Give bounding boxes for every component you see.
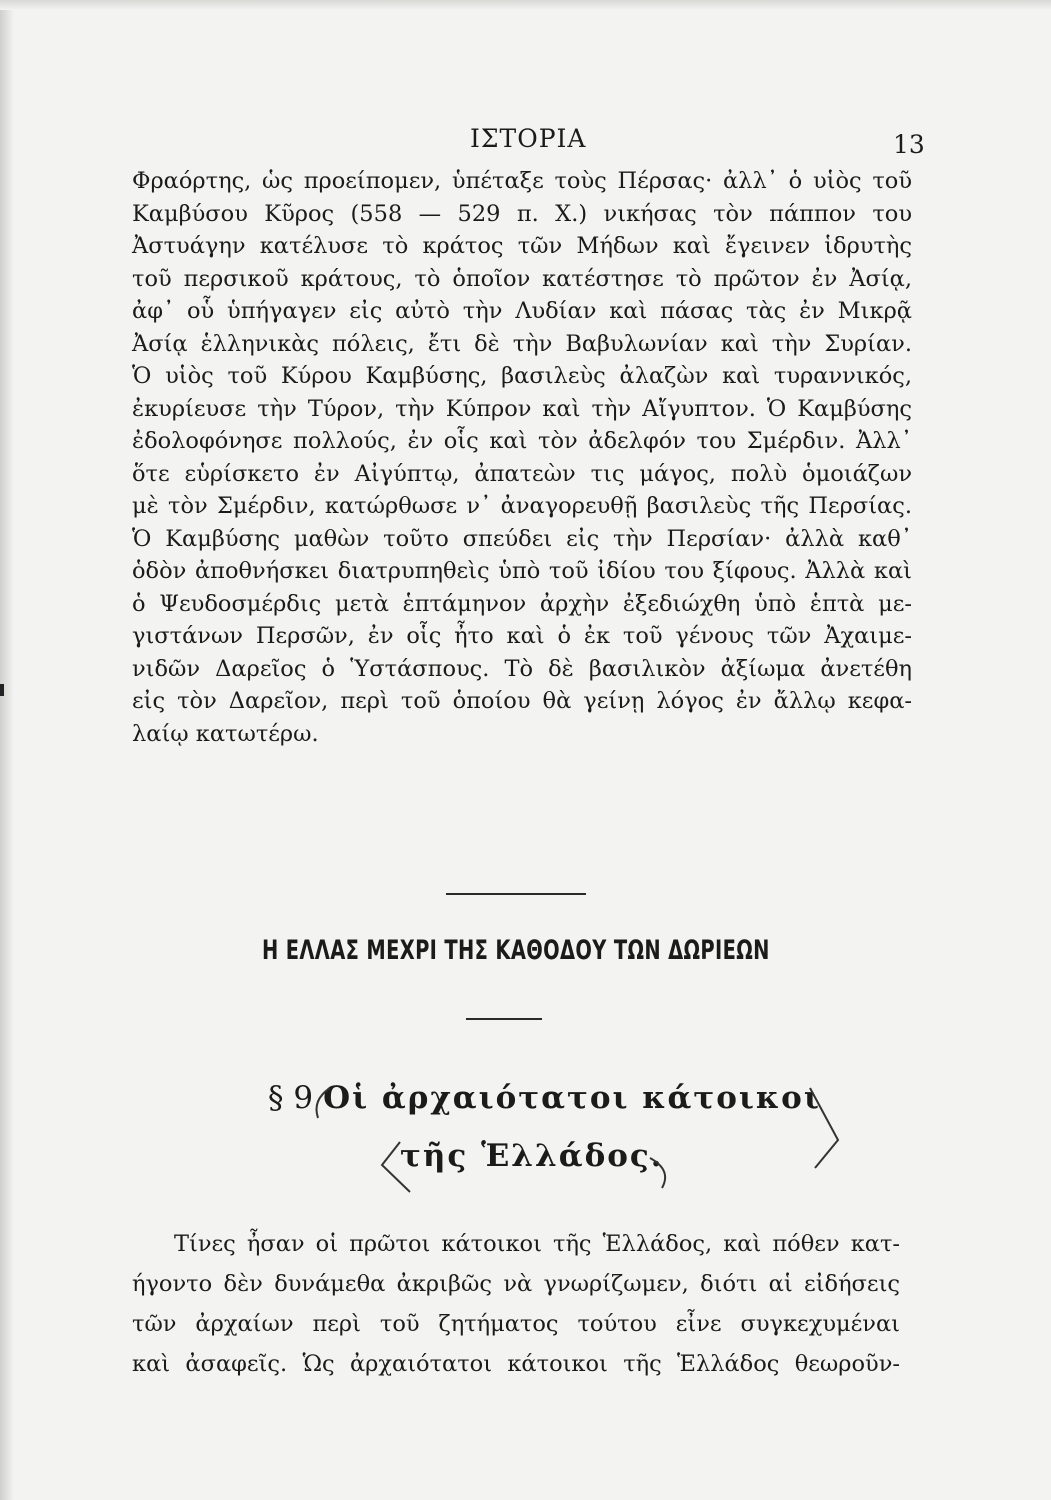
text-line: Ἀστυάγην κατέλυσε τὸ κράτος τῶν Μήδων καὶ ἔγεινεν ἱδρυτὴς (132, 233, 912, 259)
text-line: ἐδολοφόνησε πολλούς, ἐν οἷς καὶ τὸν ἀδελφόν του Σμέρδιν. Ἀλλ᾿ (132, 428, 912, 454)
text-line: καὶ ἀσαφεῖς. Ὡς ἀρχαιότατοι κάτοικοι τῆς Ἑλλάδος θεωροῦν- (132, 1351, 900, 1377)
margin-mark (0, 684, 4, 696)
section-heading: Η ΕΛΛΑΣ ΜΕΧΡΙ ΤΗΣ ΚΑΘΟΔΟΥ ΤΩΝ ΔΩΡΙΕΩΝ (262, 935, 770, 966)
text-line: ὁ Ψευδοσμέρδις μετὰ ἑπτάμηνον ἀρχὴν ἐξεδιώχθη ὑπὸ ἑπτὰ με- (132, 590, 912, 617)
subsection-title: Οἱ ἀρχαιότατοι κάτοικοι (323, 1080, 821, 1116)
text-line: τῶν ἀρχαίων περὶ τοῦ ζητήματος τούτου εἶνε συγκεχυμέναι (132, 1311, 900, 1337)
divider-rule (446, 893, 586, 895)
text-line: λαίῳ κατωτέρω. (132, 720, 319, 747)
text-line: Ὁ υἱὸς τοῦ Κύρου Καμβύσης, βασιλεὺς ἀλαζὼν καὶ τυραννικός, (132, 363, 912, 389)
text-line: μὲ τὸν Σμέρδιν, κατώρθωσε ν᾿ ἀναγορευθῇ βασιλεὺς τῆς Περσίας. (132, 493, 912, 519)
text-line: ἀφ᾿ οὗ ὑπήγαγεν εἰς αὐτὸ τὴν Λυδίαν καὶ πάσας τὰς ἐν Μικρᾷ (132, 298, 912, 324)
text-line: Καμβύσου Κῦρος (558 — 529 π. Χ.) νικήσας τὸν πάππον του (132, 200, 912, 227)
text-line: ὁδὸν ἀποθνήσκει διατρυπηθεὶς ὑπὸ τοῦ ἰδίου του ξίφους. Ἀλλὰ καὶ (132, 558, 912, 584)
text-line: Ἀσίᾳ ἑλληνικὰς πόλεις, ἔτι δὲ τὴν Βαβυλωνίαν καὶ τὴν Συρίαν. (132, 330, 912, 357)
section-mark: § 9 (268, 1080, 314, 1116)
subsection-heading (268, 1080, 821, 1116)
text-line: ὅτε εὑρίσκετο ἐν Αἰγύπτῳ, ἀπατεὼν τις μάγος, πολὺ ὁμοιάζων (132, 460, 912, 487)
text-line: ἐκυρίευσε τὴν Τύρον, τὴν Κύπρον καὶ τὴν Αἴγυπτον. Ὁ Καμβύσης (132, 395, 912, 422)
text-line: γιστάνων Περσῶν, ἐν οἷς ἦτο καὶ ὁ ἐκ τοῦ γένους τῶν Ἀχαιμε- (132, 623, 912, 649)
paragraph-2 (132, 1224, 900, 1384)
running-head: ΙΣΤΟΡΙΑ (470, 124, 587, 153)
text-line: νιδῶν Δαρεῖος ὁ Ὑστάσπους. Τὸ δὲ βασιλικὸν ἀξίωμα ἀνετέθη (132, 655, 912, 682)
divider-rule (466, 1018, 542, 1020)
text-line: τοῦ περσικοῦ κράτους, τὸ ὁποῖον κατέστησε τὸ πρῶτον ἐν Ἀσίᾳ, (132, 265, 912, 292)
text-line: Ὁ Καμβύσης μαθὼν τοῦτο σπεύδει εἰς τὴν Περσίαν· ἀλλὰ καθ᾿ (132, 525, 912, 552)
text-line: Τίνες ἦσαν οἱ πρῶτοι κάτοικοι τῆς Ἑλλάδος, καὶ πόθεν κατ- (174, 1231, 900, 1257)
page-number: 13 (893, 130, 925, 159)
page-edge-shadow (0, 0, 14, 1500)
text-line: ήγοντο δὲν δυνάμεθα ἀκριβῶς νὰ γνωρίζωμεν, διότι αἱ εἰδήσεις (132, 1271, 900, 1297)
text-line: Φραόρτης, ὡς προείπομεν, ὑπέταξε τοὺς Πέρσας· ἀλλ᾿ ὁ υἱὸς τοῦ (132, 168, 912, 194)
page-top-shadow (0, 0, 1051, 10)
paragraph-1 (132, 165, 912, 750)
subsection-title-continued: τῆς Ἑλλάδος. (400, 1138, 664, 1174)
text-line: εἰς τὸν Δαρεῖον, περὶ τοῦ ὁποίου θὰ γείνῃ λόγος ἐν ἄλλῳ κεφα- (132, 688, 912, 714)
